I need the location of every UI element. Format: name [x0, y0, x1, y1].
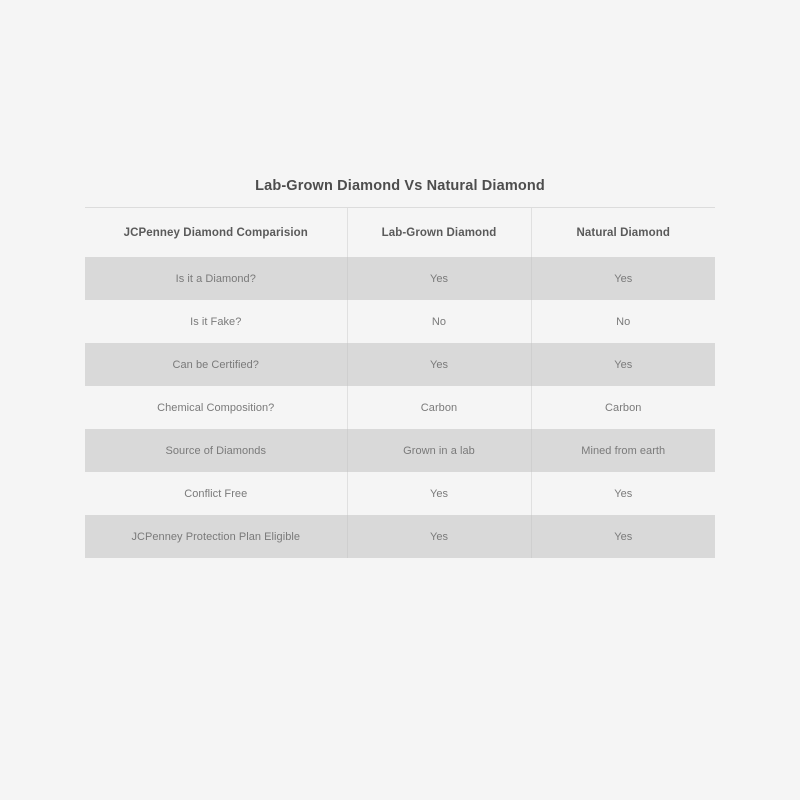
cell-natural: No [531, 300, 715, 343]
cell-lab-grown: Yes [347, 343, 531, 386]
cell-lab-grown: Yes [347, 257, 531, 300]
column-header-feature: JCPenney Diamond Comparision [123, 227, 308, 239]
cell-natural: Yes [531, 515, 715, 558]
page-title: Lab-Grown Diamond Vs Natural Diamond [85, 178, 715, 208]
table-row [85, 300, 715, 343]
table-row [85, 386, 715, 429]
table-body [85, 257, 715, 558]
cell-feature: Chemical Composition? [157, 402, 275, 414]
cell-feature: Conflict Free [184, 488, 248, 500]
cell-natural: Yes [531, 472, 715, 515]
cell-natural: Mined from earth [531, 429, 715, 472]
table-row [85, 343, 715, 386]
table-row [85, 257, 715, 300]
cell-feature: JCPenney Protection Plan Eligible [85, 515, 347, 558]
cell-natural: Yes [531, 343, 715, 386]
cell-lab-grown: Yes [347, 472, 531, 515]
cell-feature: Is it a Diamond? [85, 257, 347, 300]
diamond-comparison-section [85, 178, 715, 558]
column-header-lab-grown: Lab-Grown Diamond [347, 208, 531, 257]
cell-natural: Yes [531, 257, 715, 300]
cell-feature: Source of Diamonds [85, 429, 347, 472]
table-row [85, 515, 715, 558]
cell-feature: Is it Fake? [190, 316, 242, 328]
cell-lab-grown: Carbon [347, 386, 531, 429]
table-row [85, 472, 715, 515]
table-row [85, 429, 715, 472]
table-header-row [85, 208, 715, 257]
cell-natural: Carbon [531, 386, 715, 429]
comparison-table [85, 208, 715, 558]
cell-lab-grown: Grown in a lab [347, 429, 531, 472]
cell-feature: Can be Certified? [85, 343, 347, 386]
cell-lab-grown: No [347, 300, 531, 343]
column-header-natural: Natural Diamond [531, 208, 715, 257]
table-header [85, 208, 715, 257]
cell-lab-grown: Yes [347, 515, 531, 558]
